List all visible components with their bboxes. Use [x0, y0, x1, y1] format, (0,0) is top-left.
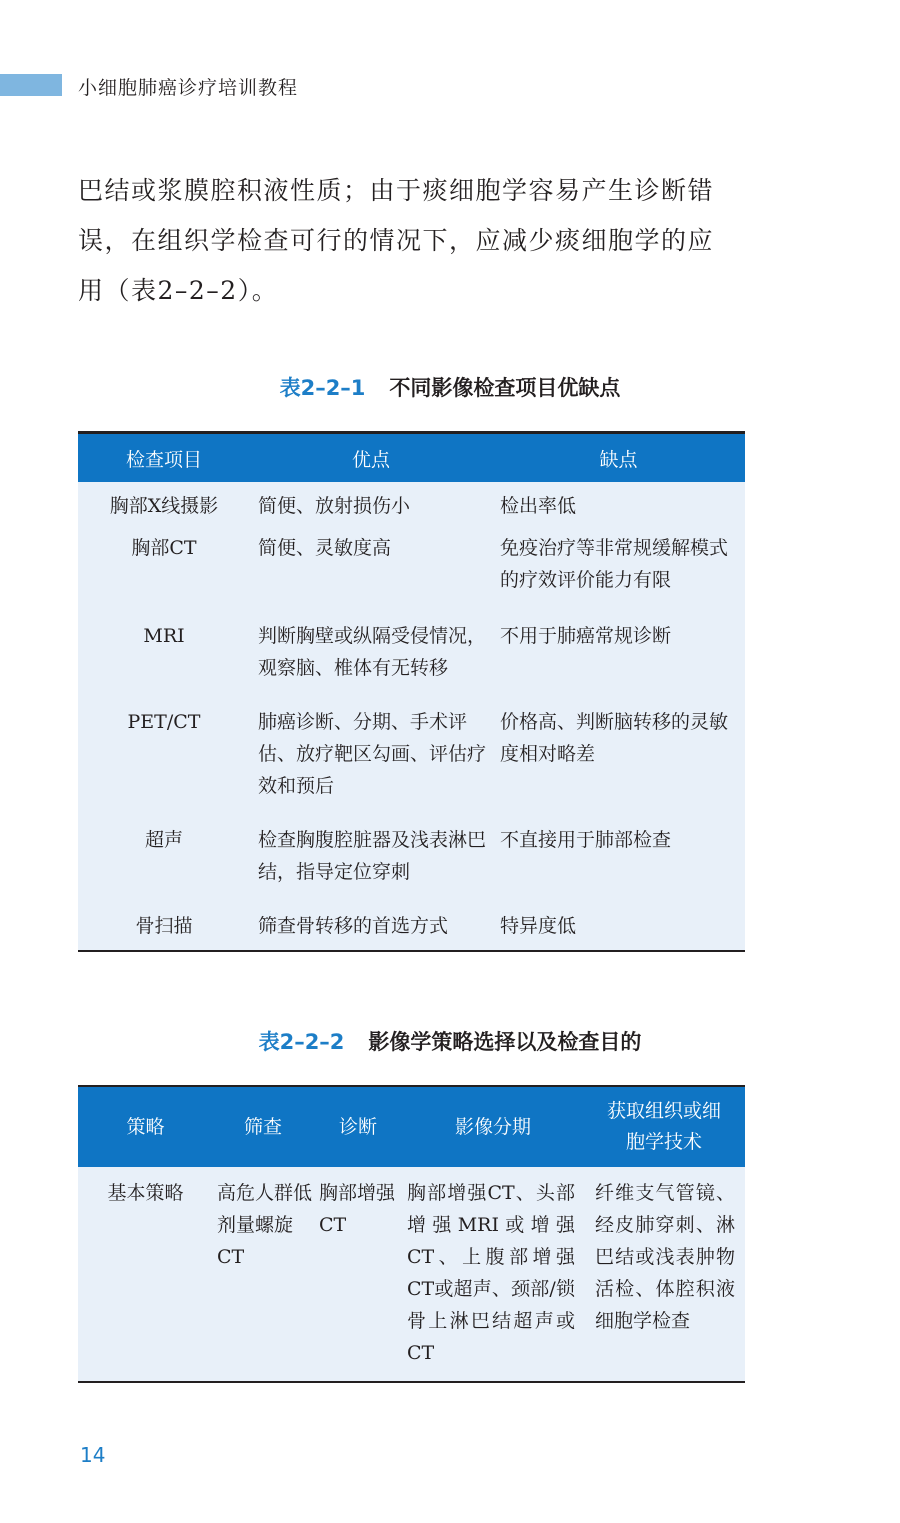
column-header: 缺点 — [599, 448, 638, 471]
cell-tissue-technique: 纤维支气管镜、经皮肺穿刺、淋巴结或浅表肿物活检、体腔积液细胞学检查 — [595, 1182, 735, 1332]
cell-item: 胸部X线摄影 — [109, 495, 219, 517]
table-row — [78, 898, 745, 951]
cell-screening: 高危人群低剂量螺旋CT — [217, 1182, 313, 1268]
cell-item: MRI — [143, 625, 185, 647]
column-header: 优点 — [351, 448, 390, 471]
table-row — [78, 608, 745, 694]
column-header: 策略 — [126, 1115, 165, 1138]
cell-pros: 简便、灵敏度高 — [258, 537, 392, 559]
header-accent-bar — [0, 74, 62, 96]
imaging-strategy-table — [78, 1085, 745, 1383]
cell-pros: 肺癌诊断、分期、手术评估、放疗靶区勾画、评估疗效和预后 — [258, 711, 487, 797]
cell-pros: 判断胸壁或纵隔受侵情况，观察脑、椎体有无转移 — [258, 625, 487, 679]
cell-pros: 筛查骨转移的首选方式 — [258, 915, 449, 937]
page-number: 14 — [80, 1443, 106, 1467]
table-row — [78, 812, 745, 898]
table-row — [78, 482, 745, 528]
cell-item: 超声 — [144, 829, 183, 851]
paragraph-line: 用（表2–2–2）。 — [78, 276, 279, 305]
table-row — [78, 1167, 745, 1382]
table-row — [78, 528, 745, 608]
cell-cons: 价格高、判断脑转移的灵敏度相对略差 — [500, 711, 729, 765]
cell-item: 骨扫描 — [135, 915, 193, 937]
imaging-comparison-table — [78, 431, 745, 952]
table1-caption — [0, 372, 900, 402]
column-header: 获取组织或细胞学技术 — [606, 1100, 721, 1153]
table1-number: 表2–2–1 — [279, 376, 366, 400]
column-header: 检查项目 — [125, 448, 202, 471]
table2-number: 表2–2–2 — [258, 1030, 345, 1054]
cell-strategy: 基本策略 — [107, 1182, 184, 1204]
cell-cons: 不用于肺癌常规诊断 — [500, 625, 672, 647]
table2-caption — [0, 1026, 900, 1056]
table-header-row — [78, 433, 745, 483]
cell-staging: 胸部增强CT、头部增强MRI或增强CT、上腹部增强CT或超声、颈部/锁骨上淋巴结超声或CT — [407, 1182, 575, 1364]
cell-cons: 检出率低 — [500, 495, 577, 517]
cell-item: 胸部CT — [131, 537, 197, 559]
table-header-row — [78, 1086, 745, 1167]
column-header: 诊断 — [338, 1115, 377, 1138]
cell-cons: 免疫治疗等非常规缓解模式的疗效评价能力有限 — [500, 537, 729, 591]
cell-cons: 不直接用于肺部检查 — [500, 829, 672, 851]
body-paragraph — [78, 166, 750, 316]
cell-diagnosis: 胸部增强CT — [319, 1182, 396, 1236]
cell-cons: 特异度低 — [500, 915, 577, 937]
cell-pros: 检查胸腹腔脏器及浅表淋巴结，指导定位穿刺 — [258, 829, 487, 883]
cell-item: PET/CT — [127, 711, 201, 733]
column-header: 筛查 — [243, 1115, 282, 1138]
table-row — [78, 694, 745, 812]
paragraph-line: 误，在组织学检查可行的情况下，应减少痰细胞学的应 — [78, 226, 715, 255]
column-header: 影像分期 — [454, 1115, 531, 1138]
paragraph-line: 巴结或浆膜腔积液性质；由于痰细胞学容易产生诊断错 — [78, 176, 715, 205]
table1-title: 不同影像检查项目优缺点 — [389, 376, 621, 400]
table2-title: 影像学策略选择以及检查目的 — [368, 1030, 642, 1054]
running-header-title: 小细胞肺癌诊疗培训教程 — [78, 77, 299, 99]
cell-pros: 简便、放射损伤小 — [258, 495, 411, 517]
